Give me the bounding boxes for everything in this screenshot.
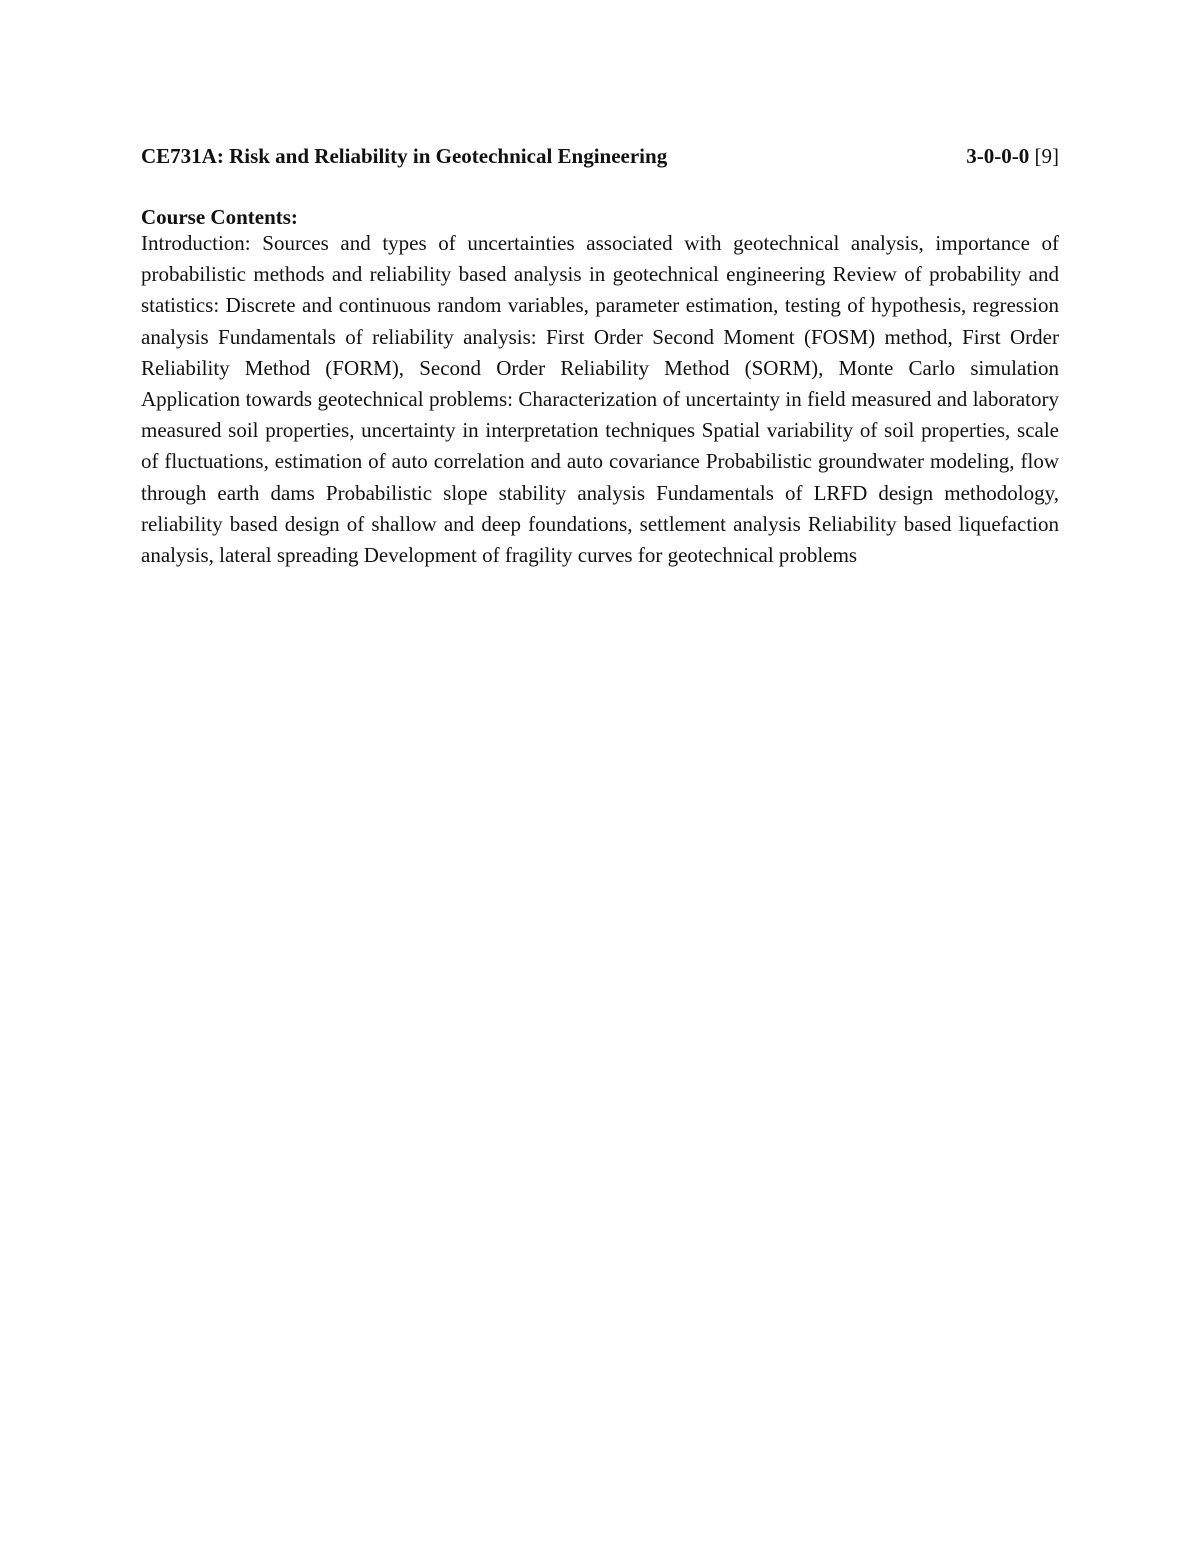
course-header xyxy=(141,141,1059,171)
course-contents-text: Introduction: Sources and types of uncertainties associated with geotechnical analysis, importance of probabilistic methods and reliability based analysis in geotechnical engineering Review of probability and statistics: Discrete and continuous random variables, parameter estimation, testing of hypothesis, regression analysis Fundamentals of reliability analysis: First Order Second Moment (FOSM) method, First Order Reliability Method (FORM), Second Order Reliability Method (SORM), Monte Carlo simulation Application towards geotechnical problems: Characterization of uncertainty in field measured and laboratory measured soil properties, uncertainty in interpretation techniques Spatial variability of soil properties, scale of fluctuations, estimation of auto correlation and auto covariance Probabilistic groundwater modeling, flow through earth dams Probabilistic slope stability analysis Fundamentals of LRFD design methodology, reliability based design of shallow and deep foundations, settlement analysis Reliability based liquefaction analysis, lateral spreading Development of fragility curves for geotechnical problems xyxy=(141,231,1059,568)
course-credits xyxy=(966,141,1059,171)
credits-structure: 3-0-0-0 xyxy=(966,144,1030,168)
course-title: CE731A: Risk and Reliability in Geotechnical Engineering xyxy=(141,144,668,168)
course-contents-heading: Course Contents: xyxy=(141,205,298,229)
credits-total: [9] xyxy=(1034,144,1059,168)
